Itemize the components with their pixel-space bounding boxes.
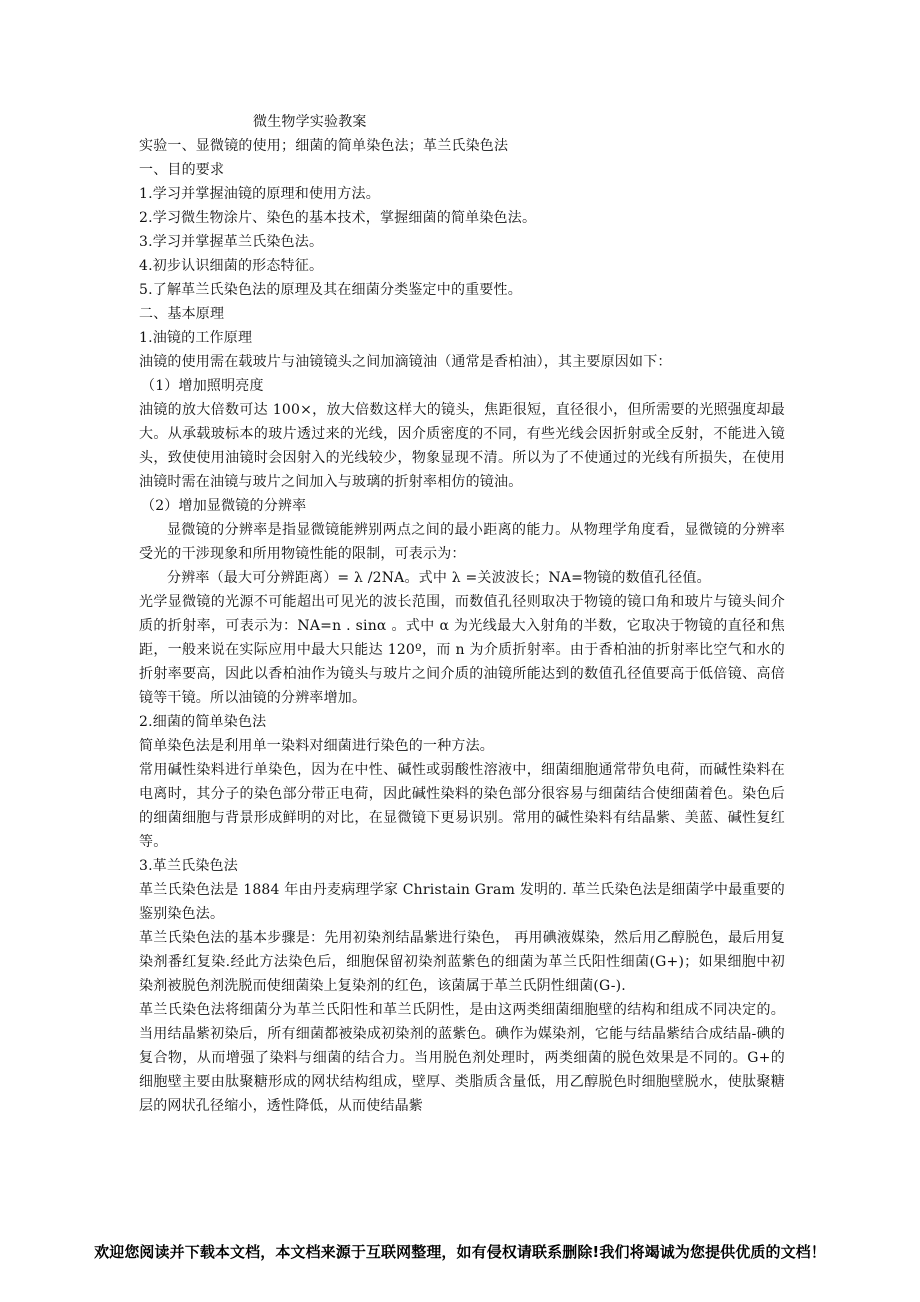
- footer-notice: 欢迎您阅读并下载本文档，本文档来源于互联网整理，如有侵权请联系删除!我们将竭诚为您提供优质的文档！: [94, 1243, 826, 1261]
- paragraph-gram-steps: 革兰氏染色法的基本步骤是：先用初染剂结晶紫进行染色， 再用碘液媒染，然后用乙醇脱色，最后用复染剂番红复染.经此方法染色后，细胞保留初染剂蓝紫色的细菌为革兰氏阳性细菌(G+)；如果细胞中初染剂被脱色剂洗脱而使细菌染上复染剂的红色，该菌属于革兰氏阴性细菌(G-).: [139, 930, 785, 994]
- section-heading-principles: 二、基本原理: [139, 306, 225, 322]
- subsection-heading-gram-stain: 3.革兰氏染色法: [139, 858, 238, 874]
- objective-item: 1.学习并掌握油镜的原理和使用方法。: [139, 186, 380, 202]
- paragraph-resolution: 显微镜的分辨率是指显微镜能辨别两点之间的最小距离的能力。从物理学角度看，显微镜的分辨率受光的干涉现象和所用物镜性能的限制，可表示为：: [139, 522, 785, 562]
- paragraph-simple-stain-detail: 常用碱性染料进行单染色，因为在中性、碱性或弱酸性溶液中，细菌细胞通常带负电荷，而碱性染料在电离时，其分子的染色部分带正电荷，因此碱性染料的染色部分很容易与细菌结合使细菌着色。染色后的细菌细胞与背景形成鲜明的对比，在显微镜下更易识别。常用的碱性染料有结晶紫、美蓝、碱性复红等。: [139, 762, 785, 850]
- paragraph-simple-stain-def: 简单染色法是利用单一染料对细菌进行染色的一种方法。: [139, 738, 494, 754]
- paragraph-brightness: 油镜的放大倍数可达 100×，放大倍数这样大的镜头，焦距很短，直径很小，但所需要的光照强度却最大。从承载玻标本的玻片透过来的光线，因介质密度的不同，有些光线会因折射或全反射，不能进入镜头，致使使用油镜时会因射入的光线较少，物象显现不清。所以为了不使通过的光线有所损失，在使用油镜时需在油镜与玻片之间加入与玻璃的折射率相仿的镜油。: [139, 402, 785, 490]
- experiment-title: 实验一、显微镜的使用；细菌的简单染色法；革兰氏染色法: [139, 138, 509, 154]
- paragraph-numerical-aperture: 光学显微镜的光源不可能超出可见光的波长范围，而数值孔径则取决于物镜的镜口角和玻片与镜头间介质的折射率，可表示为：NA=n . sinα 。式中 α 为光线最大入射角的半数，它取决于物镜的直径和焦距，一般来说在实际应用中最大只能达 120º，而 n 为介质折射率。由于香柏油的折射率比空气和水的折射率要高，因此以香柏油作为镜头与玻片之间介质的油镜所能达到的数值孔径值要高于低倍镜、高倍镜等干镜。所以油镜的分辨率增加。: [139, 594, 785, 706]
- subsection-heading-simple-stain: 2.细菌的简单染色法: [139, 714, 267, 730]
- objective-item: 5.了解革兰氏染色法的原理及其在细菌分类鉴定中的重要性。: [139, 282, 522, 298]
- paragraph-gram-history: 革兰氏染色法是 1884 年由丹麦病理学家 Christain Gram 发明的. 革兰氏染色法是细菌学中最重要的鉴别染色法。: [139, 882, 785, 922]
- objective-item: 2.学习微生物涂片、染色的基本技术，掌握细菌的简单染色法。: [139, 210, 537, 226]
- subsection-heading-oil-lens: 1.油镜的工作原理: [139, 330, 253, 346]
- objective-item: 4.初步认识细菌的形态特征。: [139, 258, 324, 274]
- paragraph-resolution-formula: 分辨率（最大可分辨距离）= λ /2NA。式中 λ =关波波长；NA=物镜的数值孔径值。: [167, 570, 711, 586]
- objective-item: 3.学习并掌握革兰氏染色法。: [139, 234, 324, 250]
- section-heading-objectives: 一、目的要求: [139, 162, 225, 178]
- subheading-brightness: （1）增加照明亮度: [141, 378, 264, 394]
- document-title: 微生物学实验教案: [253, 114, 367, 130]
- document-body: [139, 110, 785, 1118]
- subheading-resolution: （2）增加显微镜的分辨率: [141, 498, 307, 514]
- paragraph-gram-mechanism: 革兰氏染色法将细菌分为革兰氏阳性和革兰氏阴性，是由这两类细菌细胞壁的结构和组成不同决定的。当用结晶紫初染后，所有细菌都被染成初染剂的蓝紫色。碘作为媒染剂，它能与结晶紫结合成结晶-碘的复合物，从而增强了染料与细菌的结合力。当用脱色剂处理时，两类细菌的脱色效果是不同的。G+的细胞壁主要由肽聚糖形成的网状结构组成，壁厚、类脂质含量低，用乙醇脱色时细胞壁脱水，使肽聚糖层的网状孔径缩小，透性降低，从而使结晶紫: [139, 1002, 785, 1114]
- paragraph-oil-intro: 油镜的使用需在载玻片与油镜镜头之间加滴镜油（通常是香柏油），其主要原因如下：: [139, 354, 672, 370]
